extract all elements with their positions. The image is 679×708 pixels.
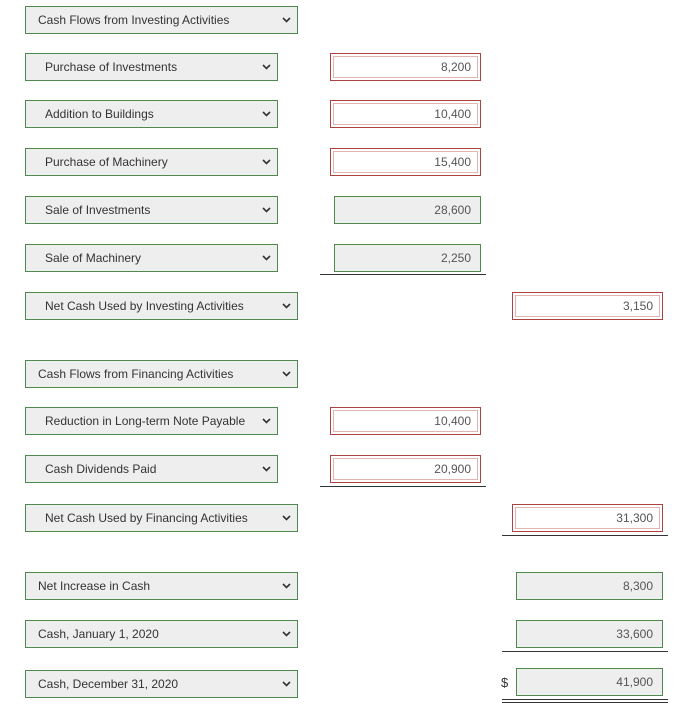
purchase-of-investments-select[interactable]: [25, 53, 278, 81]
net-financing-amount[interactable]: 31,300: [512, 504, 663, 532]
beginning-cash-amount[interactable]: 33,600: [516, 620, 663, 648]
cash-dividends-paid-select[interactable]: [25, 455, 278, 483]
addition-to-buildings-select[interactable]: [25, 100, 278, 128]
reduction-note-payable-label: Reduction in Long-term Note Payable: [45, 414, 246, 428]
sale-of-machinery-amount[interactable]: 2,250: [334, 244, 481, 272]
chevron-down-icon: [281, 671, 291, 697]
purchase-of-investments-amount[interactable]: 8,200: [330, 53, 481, 81]
financing-net-rule: [502, 535, 668, 536]
investing-subtotal-rule: [320, 274, 486, 275]
net-increase-amount[interactable]: 8,300: [516, 572, 663, 600]
addition-to-buildings-amount[interactable]: 10,400: [330, 100, 481, 128]
purchase-of-machinery-label: Purchase of Machinery: [45, 155, 168, 169]
chevron-down-icon: [261, 149, 271, 175]
sale-of-investments-label: Sale of Investments: [45, 203, 151, 217]
ending-cash-rule-bottom: [502, 702, 668, 703]
net-investing-label: Net Cash Used by Investing Activities: [45, 299, 244, 313]
chevron-down-icon: [281, 573, 291, 599]
beginning-cash-select[interactable]: [25, 620, 298, 648]
chevron-down-icon: [261, 54, 271, 80]
net-increase-select[interactable]: [25, 572, 298, 600]
reduction-note-payable-select[interactable]: [25, 407, 278, 435]
reduction-note-payable-amount[interactable]: 10,400: [330, 407, 481, 435]
sale-of-machinery-label: Sale of Machinery: [45, 251, 142, 265]
chevron-down-icon: [261, 456, 271, 482]
sale-of-machinery-select[interactable]: [25, 244, 278, 272]
cash-dividends-paid-label: Cash Dividends Paid: [45, 462, 157, 476]
currency-symbol: $: [501, 675, 509, 690]
financing-header-label: Cash Flows from Financing Activities: [38, 367, 234, 381]
financing-header-select[interactable]: [25, 360, 298, 388]
investing-header-label: Cash Flows from Investing Activities: [38, 13, 230, 27]
financing-subtotal-rule: [320, 486, 486, 487]
cash-dividends-paid-amount[interactable]: 20,900: [330, 455, 481, 483]
addition-to-buildings-label: Addition to Buildings: [45, 107, 154, 121]
ending-cash-rule-top: [502, 699, 668, 700]
chevron-down-icon: [281, 361, 291, 387]
ending-cash-amount[interactable]: 41,900: [516, 668, 663, 696]
net-increase-label: Net Increase in Cash: [38, 579, 151, 593]
sale-of-investments-amount[interactable]: 28,600: [334, 196, 481, 224]
chevron-down-icon: [261, 101, 271, 127]
net-investing-amount[interactable]: 3,150: [512, 292, 663, 320]
beginning-cash-label: Cash, January 1, 2020: [38, 627, 159, 641]
chevron-down-icon: [281, 621, 291, 647]
net-financing-select[interactable]: [25, 504, 298, 532]
chevron-down-icon: [281, 7, 291, 33]
ending-cash-label: Cash, December 31, 2020: [38, 677, 179, 691]
chevron-down-icon: [261, 408, 271, 434]
chevron-down-icon: [261, 245, 271, 271]
net-investing-select[interactable]: [25, 292, 298, 320]
investing-header-select[interactable]: [25, 6, 298, 34]
chevron-down-icon: [281, 505, 291, 531]
chevron-down-icon: [261, 197, 271, 223]
purchase-of-machinery-select[interactable]: [25, 148, 278, 176]
chevron-down-icon: [281, 293, 291, 319]
beginning-cash-rule: [502, 651, 668, 652]
ending-cash-select[interactable]: [25, 670, 298, 698]
net-financing-label: Net Cash Used by Financing Activities: [45, 511, 248, 525]
purchase-of-machinery-amount[interactable]: 15,400: [330, 148, 481, 176]
purchase-of-investments-label: Purchase of Investments: [45, 60, 178, 74]
sale-of-investments-select[interactable]: [25, 196, 278, 224]
